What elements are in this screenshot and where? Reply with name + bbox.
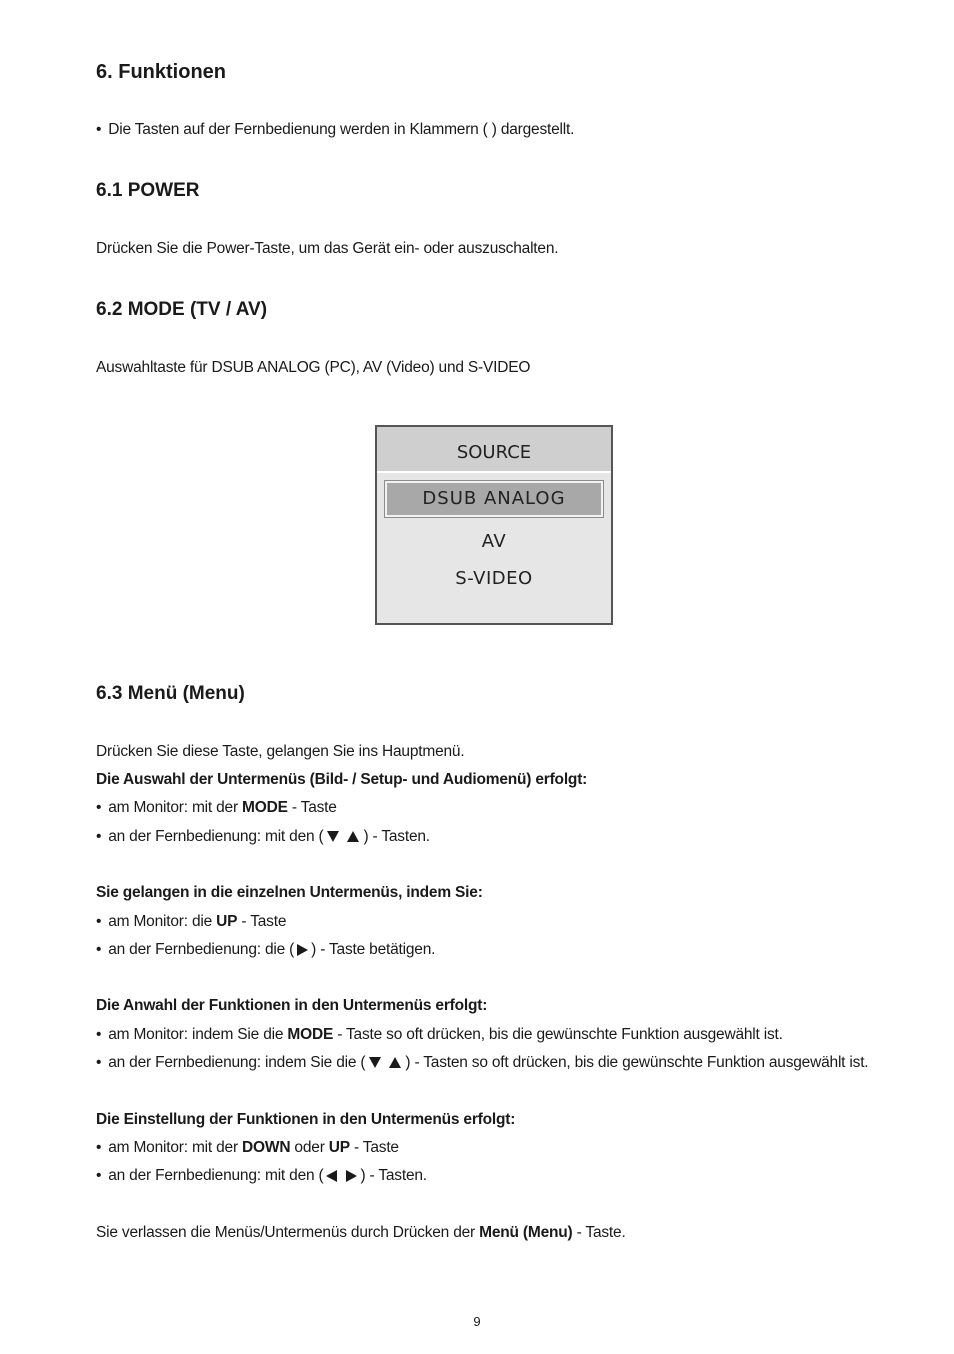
enter-monitor-item: • am Monitor: die UP - Taste xyxy=(96,913,286,931)
enter-heading: Sie gelangen in die einzelnen Untermenüs, indem Sie: xyxy=(96,884,483,901)
enter-remote-item: • an der Fernbedienung: die ( ) - Taste betätigen. xyxy=(96,941,435,959)
section-title-functions: 6. Funktionen xyxy=(96,61,226,83)
select-heading: Die Auswahl der Untermenüs (Bild- / Setup- und Audiomenü) erfolgt: xyxy=(96,771,588,788)
osd-header: SOURCE xyxy=(377,427,611,473)
section-title-mode: 6.2 MODE (TV / AV) xyxy=(96,299,268,320)
osd-item-svideo: S-VIDEO xyxy=(455,568,533,589)
power-text: Drücken Sie die Power-Taste, um das Gerät ein- oder auszuschalten. xyxy=(96,240,559,257)
triangle-right-icon xyxy=(346,1170,357,1182)
section-title-power: 6.1 POWER xyxy=(96,180,200,201)
osd-selected-item: DSUB ANALOG xyxy=(385,481,603,517)
triangle-right-icon xyxy=(297,944,308,956)
menu-intro: Drücken Sie diese Taste, gelangen Sie ins Hauptmenü. xyxy=(96,743,465,760)
triangle-down-icon xyxy=(369,1057,381,1068)
adjust-remote-item: • an der Fernbedienung: mit den ( ) - Tasten. xyxy=(96,1167,427,1185)
select-remote-item: • an der Fernbedienung: mit den ( ) - Tasten. xyxy=(96,828,430,846)
adjust-heading: Die Einstellung der Funktionen in den Untermenüs erfolgt: xyxy=(96,1111,516,1128)
mode-text: Auswahltaste für DSUB ANALOG (PC), AV (Video) und S-VIDEO xyxy=(96,359,531,376)
page-number: 9 xyxy=(473,1314,481,1329)
adjust-monitor-item: • am Monitor: mit der DOWN oder UP - Taste xyxy=(96,1139,399,1157)
choose-remote-item: • an der Fernbedienung: indem Sie die ( ) - Tasten so oft drücken, bis die gewünschte Funktion ausgewählt ist. xyxy=(96,1054,868,1072)
select-monitor-item: • am Monitor: mit der MODE - Taste xyxy=(96,799,337,817)
functions-note: • Die Tasten auf der Fernbedienung werden in Klammern ( ) dargestellt. xyxy=(96,121,574,139)
section-title-menu: 6.3 Menü (Menu) xyxy=(96,683,245,704)
triangle-up-icon xyxy=(347,831,359,842)
triangle-up-icon xyxy=(389,1057,401,1068)
exit-text: Sie verlassen die Menüs/Untermenüs durch Drücken der Menü (Menu) - Taste. xyxy=(96,1224,626,1241)
triangle-left-icon xyxy=(326,1170,337,1182)
osd-item-av: AV xyxy=(481,531,507,552)
choose-monitor-item: • am Monitor: indem Sie die MODE - Taste so oft drücken, bis die gewünschte Funktion ausgewählt ist. xyxy=(96,1026,783,1044)
triangle-down-icon xyxy=(327,831,339,842)
choose-heading: Die Anwahl der Funktionen in den Untermenüs erfolgt: xyxy=(96,997,488,1014)
source-osd-menu xyxy=(375,425,613,625)
